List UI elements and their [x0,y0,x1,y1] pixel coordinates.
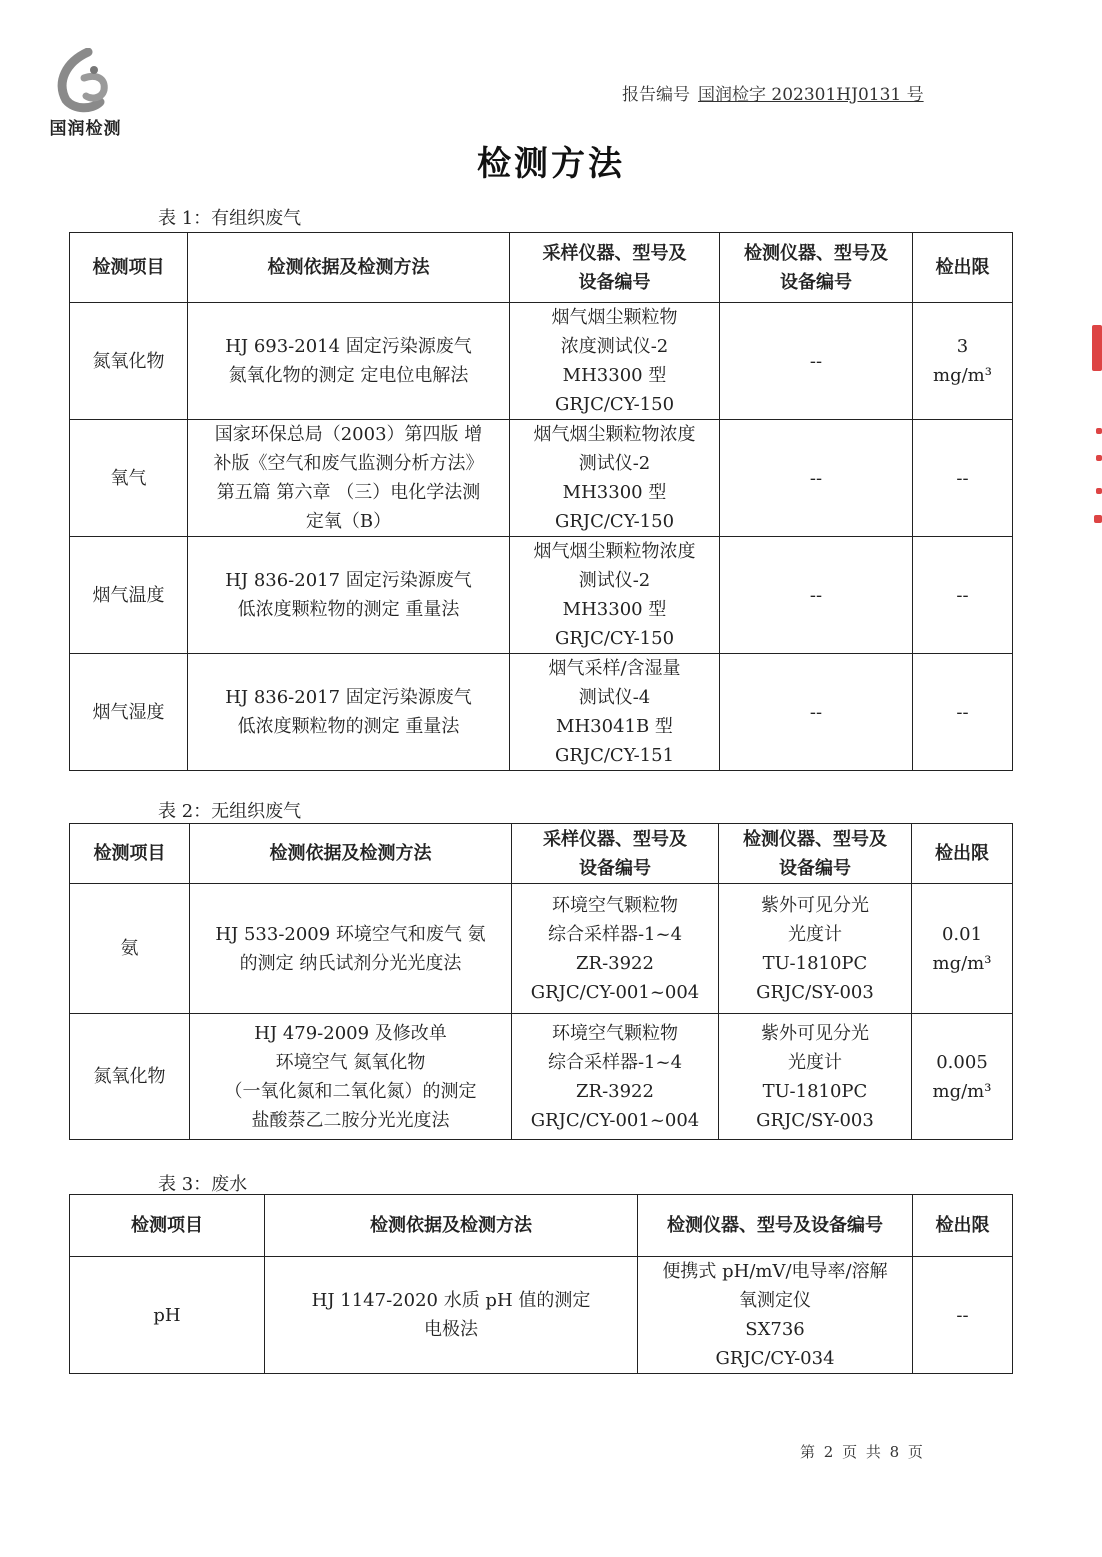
table-cell: -- [913,537,1013,654]
table-cell: 环境空气颗粒物 综合采样器-1~4 ZR-3922 GRJC/CY-001~004 [512,884,719,1014]
table-organized-exhaust [69,232,1013,771]
table-row [70,884,1013,1014]
table-row [70,654,1013,771]
table-cell: HJ 836-2017 固定污染源废气 低浓度颗粒物的测定 重量法 [188,537,510,654]
table-cell: 烟气烟尘颗粒物 浓度测试仪-2 MH3300 型 GRJC/CY-150 [510,303,720,420]
table-cell: 烟气湿度 [70,654,188,771]
table-cell: 国家环保总局（2003）第四版 增 补版《空气和废气监测分析方法》 第五篇 第六章 （三）电化学法测 定氧（B） [188,420,510,537]
column-header: 检测依据及检测方法 [188,233,510,303]
table-cell: HJ 836-2017 固定污染源废气 低浓度颗粒物的测定 重量法 [188,654,510,771]
column-header: 采样仪器、型号及 设备编号 [510,233,720,303]
table2-caption: 表 2：无组织废气 [158,801,302,822]
page-title: 检测方法 [477,144,625,184]
table3-caption: 表 3：废水 [158,1174,248,1195]
column-header: 检测项目 [70,1195,265,1257]
table-header-row [70,233,1013,303]
table-row [70,537,1013,654]
table-cell: -- [720,303,913,420]
table-header-row [70,824,1013,884]
stamp-edge-mark [1096,488,1102,494]
table-cell: -- [720,420,913,537]
logo-text: 国润检测 [49,119,122,139]
stamp-edge-mark [1096,428,1102,434]
table-cell: -- [913,654,1013,771]
stamp-edge-mark [1092,325,1102,371]
table-cell: HJ 479-2009 及修改单 环境空气 氮氧化物 （一氧化氮和二氧化氮）的测定 盐酸萘乙二胺分光光度法 [190,1014,512,1140]
table-cell: -- [913,420,1013,537]
table-cell: 紫外可见分光 光度计 TU-1810PC GRJC/SY-003 [719,884,912,1014]
table-cell: 0.005 mg/m³ [912,1014,1013,1140]
table-cell: 烟气烟尘颗粒物浓度 测试仪-2 MH3300 型 GRJC/CY-150 [510,537,720,654]
stamp-edge-mark [1094,515,1102,523]
column-header: 检出限 [913,233,1013,303]
table-row [70,303,1013,420]
column-header: 检测依据及检测方法 [190,824,512,884]
table-cell: 紫外可见分光 光度计 TU-1810PC GRJC/SY-003 [719,1014,912,1140]
table-row [70,1014,1013,1140]
report-number-value: 国润检字 202301HJ0131 号 [698,85,924,105]
company-logo [38,48,133,143]
table-cell: pH [70,1257,265,1374]
page-footer: 第 2 页 共 8 页 [800,1443,925,1461]
column-header: 检测项目 [70,233,188,303]
table-cell: 0.01 mg/m³ [912,884,1013,1014]
column-header: 检出限 [913,1195,1013,1257]
column-header: 检测仪器、型号及设备编号 [638,1195,913,1257]
table-cell: 环境空气颗粒物 综合采样器-1~4 ZR-3922 GRJC/CY-001~004 [512,1014,719,1140]
column-header: 检出限 [912,824,1013,884]
stamp-edge-mark [1096,455,1102,461]
table-cell: 氮氧化物 [70,303,188,420]
table-unorganized-exhaust [69,823,1013,1140]
table-cell: HJ 1147-2020 水质 pH 值的测定 电极法 [265,1257,638,1374]
table-cell: -- [913,1257,1013,1374]
column-header: 采样仪器、型号及 设备编号 [512,824,719,884]
table-cell: 3 mg/m³ [913,303,1013,420]
table-wastewater [69,1194,1013,1374]
logo-mark-icon [48,48,120,114]
table-cell: 氮氧化物 [70,1014,190,1140]
table-cell: HJ 693-2014 固定污染源废气 氮氧化物的测定 定电位电解法 [188,303,510,420]
table-cell: 烟气烟尘颗粒物浓度 测试仪-2 MH3300 型 GRJC/CY-150 [510,420,720,537]
table-cell: -- [720,654,913,771]
table-cell: -- [720,537,913,654]
table-cell: 氧气 [70,420,188,537]
table1-caption: 表 1：有组织废气 [158,208,302,229]
table-cell: 烟气采样/含湿量 测试仪-4 MH3041B 型 GRJC/CY-151 [510,654,720,771]
table-cell: 烟气温度 [70,537,188,654]
report-number-label: 报告编号 [622,85,690,105]
table-cell: HJ 533-2009 环境空气和废气 氨 的测定 纳氏试剂分光光度法 [190,884,512,1014]
table-header-row [70,1195,1013,1257]
column-header: 检测仪器、型号及 设备编号 [719,824,912,884]
column-header: 检测依据及检测方法 [265,1195,638,1257]
report-number [622,80,924,105]
table-cell: 便携式 pH/mV/电导率/溶解 氧测定仪 SX736 GRJC/CY-034 [638,1257,913,1374]
table-row [70,420,1013,537]
table-cell: 氨 [70,884,190,1014]
column-header: 检测项目 [70,824,190,884]
column-header: 检测仪器、型号及 设备编号 [720,233,913,303]
table-row [70,1257,1013,1374]
